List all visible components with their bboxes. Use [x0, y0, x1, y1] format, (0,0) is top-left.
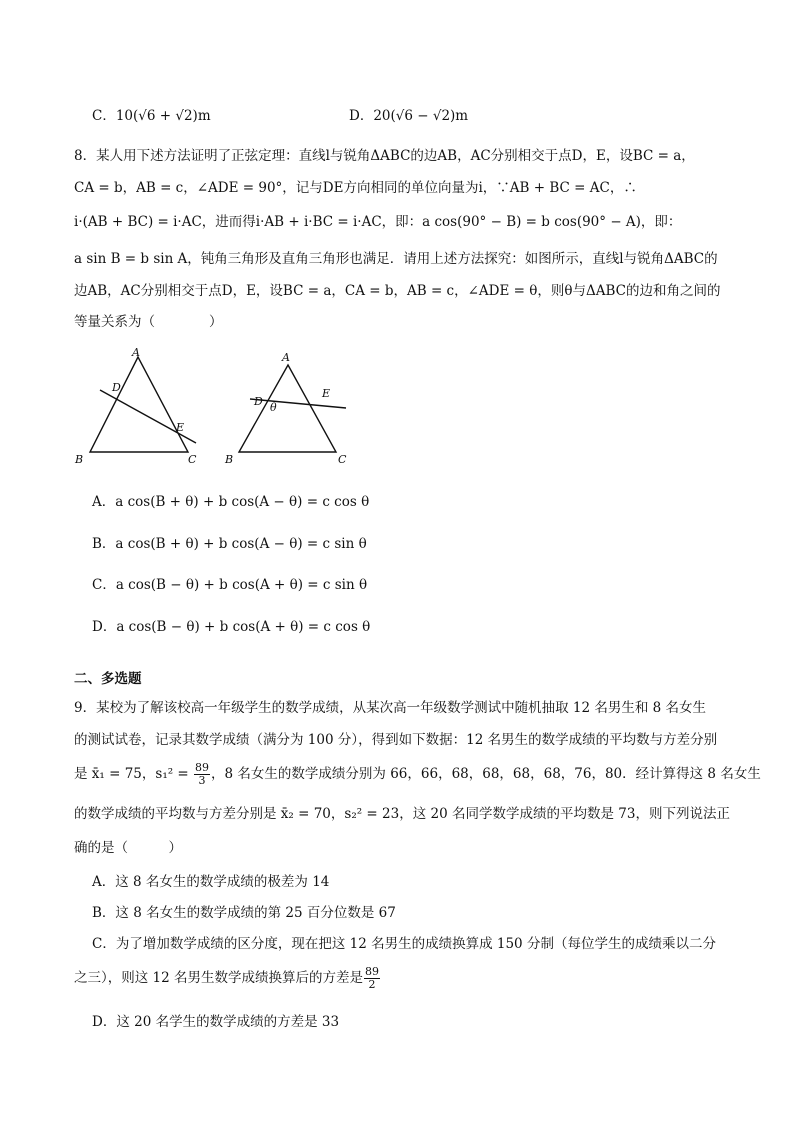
label-theta: θ [270, 401, 277, 414]
label-e: E [322, 387, 331, 400]
label-e: E [176, 421, 185, 434]
q9-option-c-line-2 [74, 966, 754, 991]
section-title-multiple-choice: 二、多选题 [74, 671, 142, 687]
q8-option-b: B．a cos(B + θ) + b cos(A − θ) = c sin θ [92, 536, 367, 552]
triangle-figure-left [70, 345, 210, 470]
q9-option-a: A．这 8 名女生的数学成绩的极差为 14 [92, 874, 330, 890]
q8-option-c: C．a cos(B − θ) + b cos(A + θ) = c sin θ [92, 577, 368, 593]
q8-option-d: D．a cos(B − θ) + b cos(A + θ) = c cos θ [92, 619, 371, 635]
q8-line-2: CA = b，AB = c，∠ADE = 90°，记与DE方向相同的单位向量为i，∵AB + BC = AC，∴ [74, 180, 637, 196]
q9-option-d: D．这 20 名学生的数学成绩的方差是 33 [92, 1014, 340, 1030]
q9-line-5: 确的是（ ） [74, 840, 182, 856]
q9-line-3-start: 是 x̄₁ = 75，s₁² = [74, 766, 194, 782]
q9-option-c-line-2-text: 之三），则这 12 名男生数学成绩换算后的方差是 [74, 970, 364, 986]
q9-line-3 [74, 761, 761, 787]
label-b: B [225, 453, 234, 466]
label-c: C [338, 453, 347, 466]
fraction-89-over-3: $\frac{89}{3}$ [195, 761, 210, 787]
triangle-figure-right [218, 345, 358, 470]
q9-line-1: 9．某校为了解该校高一年级学生的数学成绩，从某次高一年级数学测试中随机抽取 12 名男生和 8 名女生 [74, 700, 707, 716]
q9-line-3-end: ，8 名女生的数学成绩分别为 66，66，68，68，68，68，76，80．经计算得这 8 名女生 [211, 766, 761, 782]
q9-option-b: B．这 8 名女生的数学成绩的第 25 百分位数是 67 [92, 905, 396, 921]
q9-line-2: 的测试试卷，记录其数学成绩（满分为 100 分），得到如下数据：12 名男生的数学成绩的平均数与方差分别 [74, 732, 718, 748]
label-d: D [254, 395, 263, 408]
q8-line-3: i·(AB + BC) = i·AC，进而得i·AB + i·BC = i·AC，即：a cos(90° − B) = b cos(90° − A)，即： [74, 214, 682, 230]
label-b: B [75, 453, 84, 466]
q8-line-6: 等量关系为（ ） [74, 314, 223, 330]
q8-line-1: 8．某人用下述方法证明了正弦定理：直线l与锐角ΔABC的边AB，AC分别相交于点D，E，设BC = a， [74, 148, 695, 164]
label-d: D [112, 381, 121, 394]
label-a: A [282, 351, 290, 364]
label-c: C [188, 453, 197, 466]
q8-option-a: A．a cos(B + θ) + b cos(A − θ) = c cos θ [92, 494, 370, 510]
q8-line-5: 边AB，AC分别相交于点D，E，设BC = a，CA = b，AB = c，∠ADE = θ，则θ与ΔABC的边和角之间的 [74, 283, 721, 299]
q7-option-c: C．10(√6 + √2)m [92, 108, 211, 124]
q9-option-c-line-1: C．为了增加数学成绩的区分度，现在把这 12 名男生的成绩换算成 150 分制（每位学生的成绩乘以二分 [92, 936, 716, 952]
q7-option-d: D．20(√6 − √2)m [349, 108, 469, 124]
label-a: A [132, 346, 140, 359]
q8-line-4: a sin B = b sin A，钝角三角形及直角三角形也满足．请用上述方法探究：如图所示，直线l与锐角ΔABC的 [74, 251, 718, 267]
fraction-89-over-2: $\frac{89}{2}$ [365, 965, 380, 991]
q9-line-4: 的数学成绩的平均数与方差分别是 x̄₂ = 70，s₂² = 23，这 20 名同学数学成绩的平均数是 73，则下列说法正 [74, 806, 730, 822]
